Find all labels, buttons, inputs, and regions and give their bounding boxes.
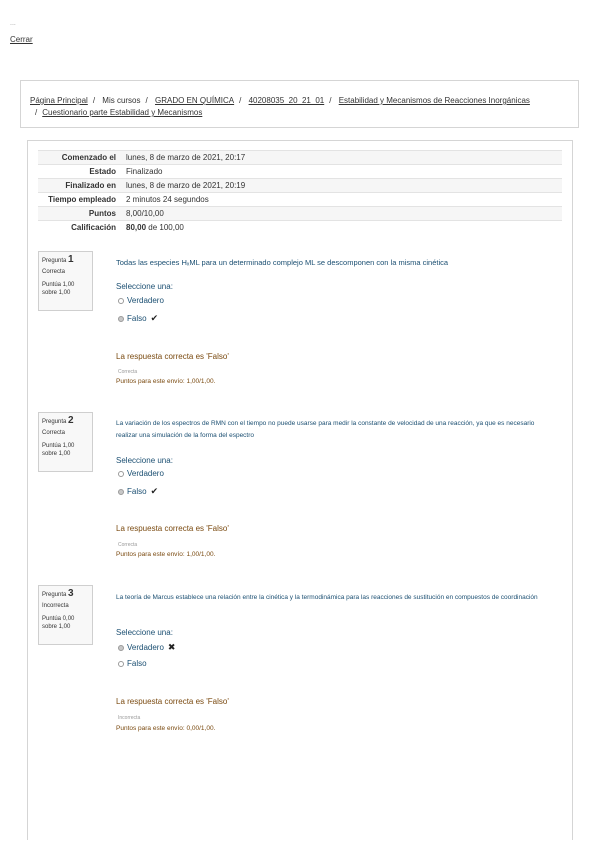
question-number: 3 bbox=[68, 588, 74, 599]
right-answer: La respuesta correcta es 'Falso' bbox=[116, 697, 229, 706]
check-icon: ✔ bbox=[150, 313, 159, 323]
truncated-notice: ... bbox=[10, 20, 16, 27]
question-score: Puntúa 0,00 bbox=[42, 616, 75, 622]
summary-label: Finalizado en bbox=[38, 179, 122, 193]
question-max-score: sobre 1,00 bbox=[42, 451, 71, 457]
question-state: Correcta bbox=[42, 269, 66, 275]
summary-value: lunes, 8 de marzo de 2021, 20:17 bbox=[122, 151, 562, 165]
summary-label: Estado bbox=[38, 165, 122, 179]
radio-button-selected[interactable] bbox=[118, 645, 124, 651]
close-link[interactable]: Cerrar bbox=[10, 35, 33, 44]
summary-value: 8,00/10,00 bbox=[122, 207, 562, 221]
summary-row-finished bbox=[38, 179, 562, 193]
question-score: Puntúa 1,00 bbox=[42, 443, 75, 449]
question-info-3 bbox=[38, 585, 93, 645]
question-number: 2 bbox=[68, 415, 74, 426]
summary-value: 2 minutos 24 segundos bbox=[126, 195, 209, 204]
cross-icon: ✖ bbox=[167, 642, 176, 652]
question-text-1: Todas las especies HₓML para un determinado complejo ML se descomponen con la misma cinética bbox=[116, 258, 449, 267]
attempt-summary-table bbox=[38, 150, 562, 234]
radio-button-selected[interactable] bbox=[118, 489, 124, 495]
question-max-score: sobre 1,00 bbox=[42, 290, 71, 296]
summary-row-time bbox=[38, 193, 562, 207]
summary-value: Finalizado bbox=[126, 167, 163, 176]
summary-label: Calificación bbox=[38, 221, 122, 235]
option-false-q1[interactable] bbox=[118, 313, 158, 324]
question-text-3: La teoría de Marcus establece una relación entre la cinética y la termodinámica para las reacciones de sustitución en compuestos de coordinación bbox=[116, 594, 538, 601]
summary-value bbox=[122, 221, 562, 235]
breadcrumb-my-courses: Mis cursos bbox=[102, 96, 141, 105]
option-label: Falso bbox=[127, 659, 147, 668]
summary-row-state bbox=[38, 165, 562, 179]
points-for-submission: Puntos para este envío: 0,00/1,00. bbox=[116, 725, 216, 732]
right-answer: La respuesta correcta es 'Falso' bbox=[116, 524, 229, 533]
summary-row-started bbox=[38, 151, 562, 165]
option-label: Falso bbox=[127, 314, 147, 323]
summary-label: Comenzado el bbox=[38, 151, 122, 165]
option-label: Verdadero bbox=[127, 296, 164, 305]
question-info-2 bbox=[38, 412, 93, 472]
question-info-1 bbox=[38, 251, 93, 311]
option-false-q3[interactable] bbox=[118, 659, 147, 668]
grade-value: 80,00 bbox=[126, 223, 147, 232]
points-for-submission: Puntos para este envío: 1,00/1,00. bbox=[116, 378, 216, 385]
select-label: Seleccione una: bbox=[116, 628, 173, 637]
option-true-q3[interactable] bbox=[118, 642, 175, 653]
points-for-submission: Puntos para este envío: 1,00/1,00. bbox=[116, 551, 216, 558]
option-label: Verdadero bbox=[127, 643, 164, 652]
option-label: Falso bbox=[127, 487, 147, 496]
summary-row-grade bbox=[38, 221, 562, 235]
quiz-review-region bbox=[27, 140, 573, 840]
breadcrumb-separator: / bbox=[92, 96, 96, 105]
breadcrumb-quiz[interactable]: Cuestionario parte Estabilidad y Mecanismos bbox=[42, 108, 203, 117]
radio-button[interactable] bbox=[118, 471, 124, 477]
breadcrumb-home[interactable]: Página Principal bbox=[30, 96, 88, 105]
breadcrumb bbox=[30, 95, 570, 119]
option-true-q2[interactable] bbox=[118, 469, 164, 478]
select-label: Seleccione una: bbox=[116, 456, 173, 465]
radio-button[interactable] bbox=[118, 661, 124, 667]
check-icon: ✔ bbox=[150, 486, 159, 496]
grade-total: de 100,00 bbox=[148, 223, 184, 232]
breadcrumb-degree[interactable]: GRADO EN QUÍMICA bbox=[154, 96, 235, 105]
feedback-state: Correcta bbox=[118, 542, 138, 548]
question-text-2: La variación de los espectros de RMN con el tiempo no puede usarse para medir la constante de velocidad de una reacción, ya que es necesario realizar una simulación de la forma del espectro bbox=[116, 420, 535, 439]
question-max-score: sobre 1,00 bbox=[42, 624, 71, 630]
summary-value: lunes, 8 de marzo de 2021, 20:19 bbox=[122, 179, 562, 193]
question-number: 1 bbox=[68, 254, 74, 265]
summary-label: Puntos bbox=[38, 207, 122, 221]
feedback-state: Incorrecta bbox=[118, 715, 141, 721]
question-label: Pregunta bbox=[42, 592, 67, 598]
summary-label: Tiempo empleado bbox=[38, 193, 122, 207]
question-score: Puntúa 1,00 bbox=[42, 282, 75, 288]
question-label: Pregunta bbox=[42, 419, 67, 425]
question-state: Correcta bbox=[42, 430, 66, 436]
breadcrumb-separator: / bbox=[239, 96, 242, 105]
question-state: Incorrecta bbox=[42, 603, 69, 609]
select-label: Seleccione una: bbox=[116, 282, 173, 291]
radio-button-selected[interactable] bbox=[118, 316, 124, 322]
option-false-q2[interactable] bbox=[118, 486, 158, 497]
breadcrumb-separator: / bbox=[145, 96, 148, 105]
feedback-state: Correcta bbox=[118, 369, 138, 375]
breadcrumb-course-name[interactable]: Estabilidad y Mecanismos de Reacciones Inorgánicas bbox=[338, 96, 530, 105]
breadcrumb-separator: / bbox=[329, 96, 332, 105]
breadcrumb-course-code[interactable]: 40208035_20_21_01 bbox=[248, 96, 325, 105]
radio-button[interactable] bbox=[118, 298, 124, 304]
summary-row-points bbox=[38, 207, 562, 221]
option-true-q1[interactable] bbox=[118, 296, 164, 305]
option-label: Verdadero bbox=[127, 469, 164, 478]
question-label: Pregunta bbox=[42, 258, 67, 264]
right-answer: La respuesta correcta es 'Falso' bbox=[116, 352, 229, 361]
breadcrumb-separator: / bbox=[35, 108, 38, 117]
